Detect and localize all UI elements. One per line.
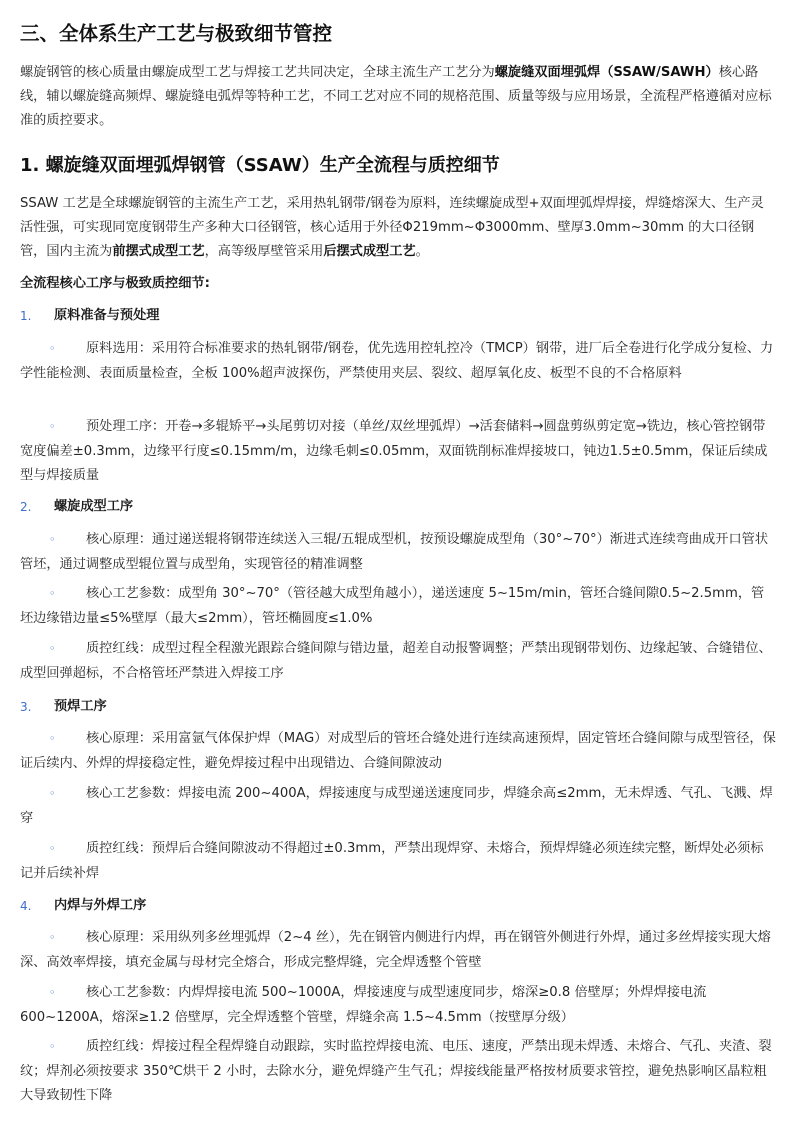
bullet-text: 质控红线：预焊后合缝间隙波动不得超过±0.3mm，严禁出现焊穿、未熔合，预焊焊缝必须连续完整，断焊处必须标记并后续补焊 xyxy=(20,841,764,881)
ssaw-text-pre: SSAW 工艺是全球螺旋钢管的主流生产工艺，采用热轧钢带/钢卷为原料，连续螺旋成型+双面埋弧焊焊接，焊缝熔深大、生产灵活性强，可实现同宽度钢带生产多种大口径钢管，核心适用于外径Φ219mm~Φ3000mm、壁厚3.0mm~30mm 的大口径钢管，国内主流为 xyxy=(20,196,764,260)
bullet-circle-icon: ◦ xyxy=(49,587,56,600)
bullet-text: 核心工艺参数：焊接电流 200~400A，焊接速度与成型递送速度同步，焊缝余高≤2mm，无未焊透、气孔、飞溅、焊穿 xyxy=(20,786,773,826)
intro-text-bold: 螺旋缝双面埋弧焊（SSAW/SAWH） xyxy=(494,65,719,80)
bullet-text: 核心工艺参数：成型角 30°~70°（管径越大成型角越小），递送速度 5~15m/min，管坯合缝间隙0.5~2.5mm，管坯边缘错边量≤5%壁厚（最大≤2mm），管坯椭圆度≤1.0% xyxy=(20,586,765,626)
step-bullet-item xyxy=(20,837,776,886)
step-number: 2. xyxy=(20,500,32,514)
step-bullet-item xyxy=(20,981,776,1030)
intro-text-post: 核心路线，辅以螺旋缝高频焊、螺旋缝电弧焊等特种工艺，不同工艺对应不同的规格范围、质量等级与应用场景，全流程严格遵循对应标准的质控要求。 xyxy=(20,65,772,129)
step-bullet-item xyxy=(20,926,776,975)
bullet-text: 核心原理：采用纵列多丝埋弧焊（2~4 丝），先在钢管内侧进行内焊，再在钢管外侧进行外焊，通过多丝焊接实现大熔深、高效率焊接，填充金属与母材完全熔合，形成完整焊缝，完全焊透整个管壁 xyxy=(20,930,771,970)
step-bullet-item xyxy=(20,727,776,776)
subsection-intro-paragraph xyxy=(20,192,776,265)
step-bullet-item xyxy=(20,528,776,577)
step-title: 原料准备与预处理 xyxy=(54,308,160,323)
bullet-text: 预处理工序：开卷→多辊矫平→头尾剪切对接（单丝/双丝埋弧焊）→活套储料→圆盘剪纵剪定宽→铣边，核心管控钢带宽度偏差±0.3mm，边缘平行度≤0.15mm/m，边缘毛刺≤0.05mm，双面铣削标准焊接坡口，钝边1.5±0.5mm，保证后续成型与焊接质量 xyxy=(20,419,768,483)
step-heading xyxy=(20,496,776,518)
bullet-text: 核心原理：通过递送辊将钢带连续送入三辊/五辊成型机，按预设螺旋成型角（30°~70°）渐进式连续弯曲成开口管状管坯，通过调整成型辊位置与成型角，实现管径的精准调整 xyxy=(20,532,769,572)
step-bullet-item xyxy=(20,782,776,831)
bullet-circle-icon: ◦ xyxy=(49,642,56,655)
step-number: 1. xyxy=(20,309,32,323)
step-number: 3. xyxy=(20,700,32,714)
step-title: 螺旋成型工序 xyxy=(54,499,134,514)
bullet-circle-icon: ◦ xyxy=(49,842,56,855)
bullet-circle-icon: ◦ xyxy=(49,420,56,433)
flow-title-colon: : xyxy=(204,276,210,291)
bullet-circle-icon: ◦ xyxy=(49,342,56,355)
step-title: 预焊工序 xyxy=(54,699,107,714)
step-heading xyxy=(20,305,776,327)
bullet-text: 质控红线：成型过程全程激光跟踪合缝间隙与错边量，超差自动报警调整；严禁出现钢带划伤、边缘起皱、合缝错位、成型回弹超标，不合格管坯严禁进入焊接工序 xyxy=(20,641,772,681)
bullet-circle-icon: ◦ xyxy=(49,533,56,546)
step-heading xyxy=(20,696,776,718)
step-bullet-item xyxy=(20,415,776,489)
bullet-text: 核心原理：采用富氩气体保护焊（MAG）对成型后的管坯合缝处进行连续高速预焊，固定管坯合缝间隙与成型管径，保证后续内、外焊的焊接稳定性，避免焊接过程中出现错边、合缝间隙波动 xyxy=(20,731,776,771)
section-heading: 三、全体系生产工艺与极致细节管控 xyxy=(20,22,333,45)
bullet-text: 质控红线：焊接过程全程焊缝自动跟踪，实时监控焊接电流、电压、速度，严禁出现未焊透、未熔合、气孔、夹渣、裂纹；焊剂必须按要求 350℃烘干 2 小时，去除水分，避免焊缝产生气孔；焊接线能量严格按材质要求管控，避免热影响区晶粒粗大导致韧性下降 xyxy=(20,1039,772,1103)
step-heading xyxy=(20,895,776,917)
bullet-text: 原料选用：采用符合标准要求的热轧钢带/钢卷，优先选用控轧控冷（TMCP）钢带，进厂后全卷进行化学成分复检、力学性能检测、表面质量检查，全板 100%超声波探伤，严禁使用夹层、裂纹、超厚氧化皮、板型不良的不合格原料 xyxy=(20,341,774,381)
ssaw-text-bold-2: 后摆式成型工艺 xyxy=(323,244,416,260)
ssaw-text-post: 。 xyxy=(415,244,429,260)
ssaw-text-bold-1: 前摆式成型工艺 xyxy=(112,244,205,260)
section-intro-paragraph xyxy=(20,61,776,134)
bullet-text: 核心工艺参数：内焊焊接电流 500~1000A，焊接速度与成型速度同步，熔深≥0.8 倍壁厚；外焊焊接电流600~1200A，熔深≥1.2 倍壁厚，完全焊透整个管壁，焊缝余高 1.5~4.5mm（按壁厚分级） xyxy=(20,985,707,1025)
step-bullet-item xyxy=(20,1035,776,1109)
bullet-circle-icon: ◦ xyxy=(49,1040,56,1053)
bullet-circle-icon: ◦ xyxy=(49,787,56,800)
step-number: 4. xyxy=(20,899,32,913)
flow-title xyxy=(20,272,210,296)
subsection-heading: 1. 螺旋缝双面埋弧焊钢管（SSAW）生产全流程与质控细节 xyxy=(20,155,500,176)
step-title: 内焊与外焊工序 xyxy=(54,898,147,913)
step-bullet-item xyxy=(20,637,776,686)
ssaw-text-mid: ，高等级厚壁管采用 xyxy=(204,244,324,260)
bullet-circle-icon: ◦ xyxy=(49,931,56,944)
bullet-circle-icon: ◦ xyxy=(49,986,56,999)
step-bullet-item xyxy=(20,582,776,631)
step-bullet-item xyxy=(20,337,776,386)
bullet-circle-icon: ◦ xyxy=(49,732,56,745)
intro-text-pre: 螺旋钢管的核心质量由螺旋成型工艺与焊接工艺共同决定，全球主流生产工艺分为 xyxy=(20,65,495,80)
flow-title-text: 全流程核心工序与极致质控细节 xyxy=(20,276,205,291)
